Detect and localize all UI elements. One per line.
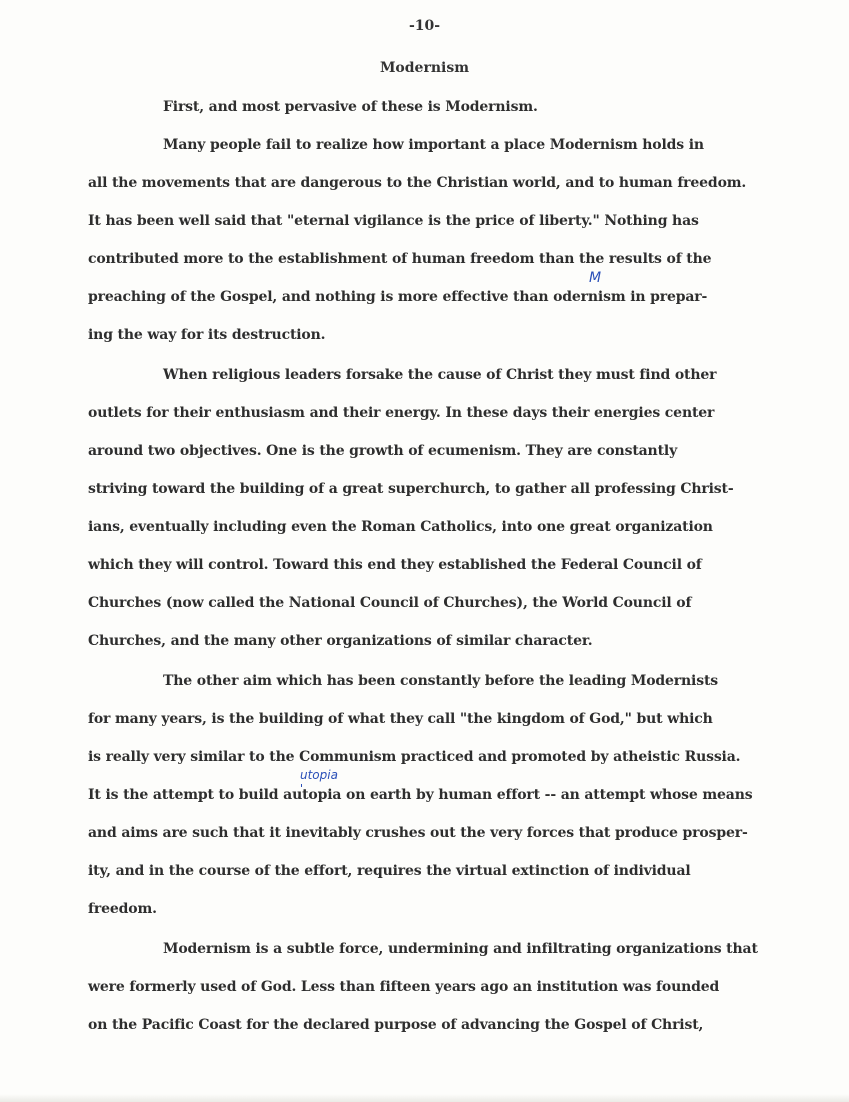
text-line: Many people fail to realize how important a place Modernism holds in [163,137,704,153]
text-line: When religious leaders forsake the cause of Christ they must find other [163,367,717,383]
text-line: freedom. [88,901,157,917]
text-line: preaching of the Gospel, and nothing is more effective than odernism in prepar- [88,289,708,305]
handwritten-correction-utopia: utopia [300,768,338,782]
section-title: Modernism [379,60,470,76]
text-line: which they will control. Toward this end they established the Federal Council of [88,557,702,573]
text-line: Churches, and the many other organizations of similar character. [88,633,593,649]
text-line: ity, and in the course of the effort, requires the virtual extinction of individual [88,863,691,879]
page-number: -10- [408,18,441,34]
text-line: Modernism is a subtle force, undermining and infiltrating organizations that [163,941,758,957]
text-line: contributed more to the establishment of human freedom than the results of the [88,251,712,267]
text-line: striving toward the building of a great superchurch, to gather all professing Christ- [88,481,734,497]
text-line: The other aim which has been constantly before the leading Modernists [163,673,718,689]
text-line: outlets for their enthusiasm and their energy. In these days their energies center [88,405,715,421]
text-line: Churches (now called the National Council of Churches), the World Council of [88,595,692,611]
text-line: were formerly used of God. Less than fifteen years ago an institution was founded [88,979,720,995]
scan-edge [0,1094,849,1102]
handwritten-correction-m: M [589,270,602,286]
insertion-mark [301,784,302,787]
text-line: It has been well said that "eternal vigilance is the price of liberty." Nothing has [88,213,699,229]
text-line: ing the way for its destruction. [88,327,326,343]
text-line: ians, eventually including even the Roman Catholics, into one great organization [88,519,713,535]
text-line: on the Pacific Coast for the declared purpose of advancing the Gospel of Christ, [88,1017,704,1033]
text-line: all the movements that are dangerous to the Christian world, and to human freedom. [88,175,747,191]
text-line: First, and most pervasive of these is Modernism. [163,99,538,115]
text-line: It is the attempt to build autopia on earth by human effort -- an attempt whose means [88,787,753,803]
text-line: for many years, is the building of what they call "the kingdom of God," but which [88,711,713,727]
text-line: around two objectives. One is the growth of ecumenism. They are constantly [88,443,678,459]
text-line: is really very similar to the Communism practiced and promoted by atheistic Russia. [88,749,741,765]
text-line: and aims are such that it inevitably crushes out the very forces that produce prosper- [88,825,748,841]
